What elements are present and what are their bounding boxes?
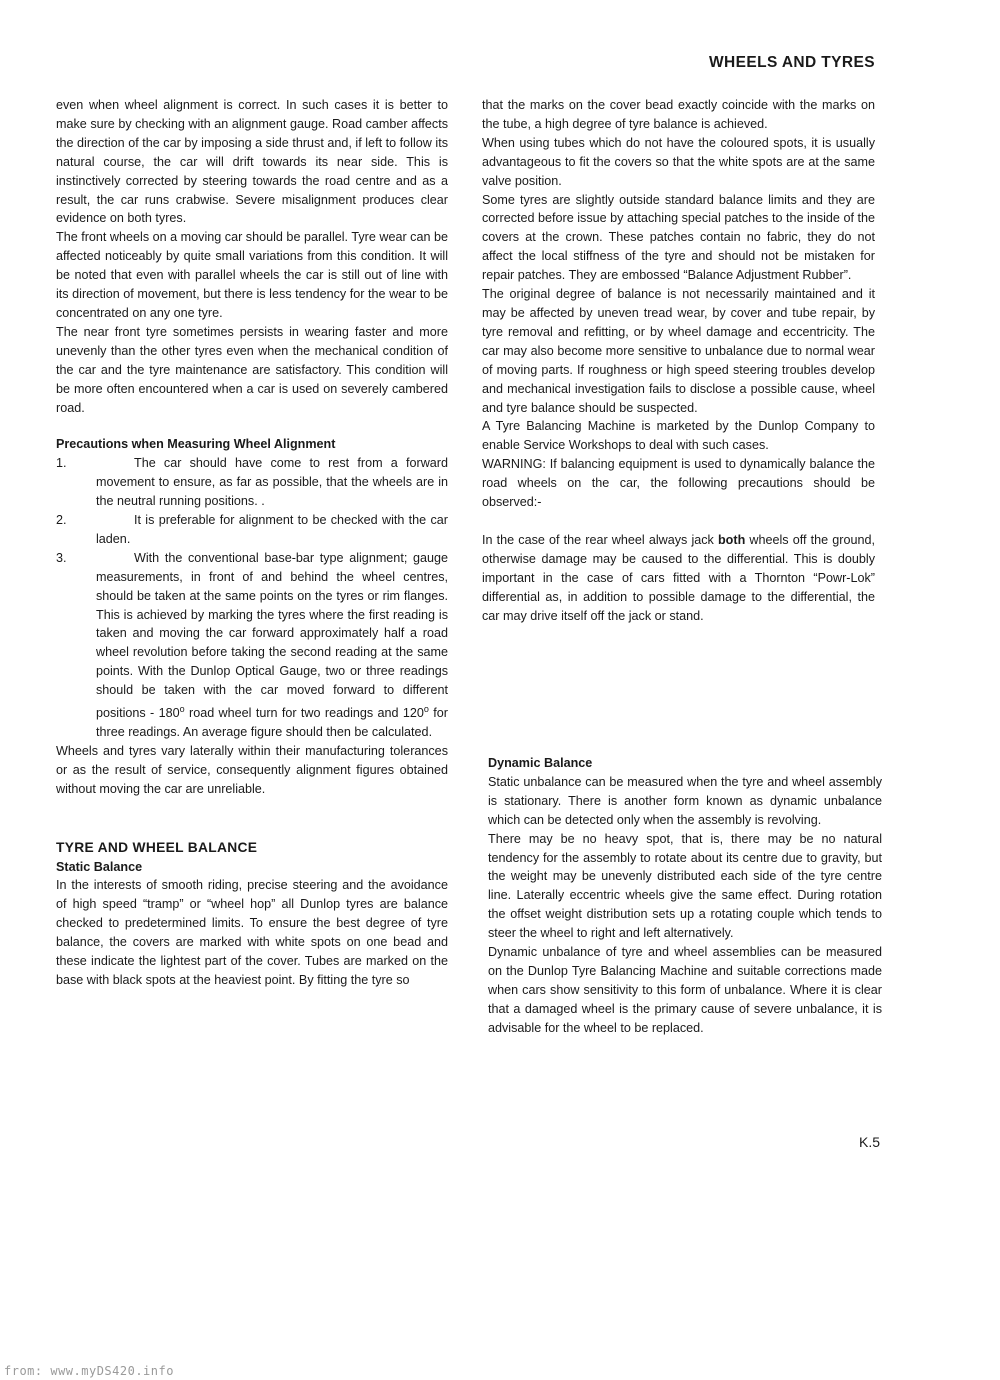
static-balance-heading: Static Balance: [56, 859, 143, 874]
text-run: wheels off the ground, otherwise damage may be caused to the differential. This is doubly important in the case of cars fitted with a Thornton “Powr-Lok” differential as, in addition to possible damage to the differential, the car may drive itself off the jack or stand.: [482, 532, 875, 623]
paragraph: [482, 531, 875, 626]
paragraph: Wheels and tyres vary laterally within their manufacturing tolerances or as the result of service, consequently alignment figures obtained without moving the car are unreliable.: [56, 743, 448, 796]
page-header-title: WHEELS AND TYRES: [708, 54, 875, 71]
paragraph: Some tyres are slightly outside standard balance limits and they are corrected before issue by attaching special patches to the inside of the covers at the crown. These patches contain no fabric, they do not affect the local stiffness of the tyre and should not be mistaken for repair patches. They are embossed “Balance Adjustment Rubber”.: [482, 192, 875, 283]
emphasis-text: both: [717, 532, 746, 547]
page-number: K.5: [858, 1134, 880, 1150]
list-item-number: 2.: [56, 513, 67, 528]
warning-paragraph: WARNING: If balancing equipment is used to dynamically balance the road wheels on the car, the following precautions should be observed:-: [482, 457, 875, 510]
list-item-number: 1.: [56, 456, 67, 471]
text-run: In the case of the rear wheel always jack: [482, 532, 718, 547]
right-column-upper: [482, 96, 875, 625]
paragraph: When using tubes which do not have the coloured spots, it is usually advantageous to fit the covers so that the white spots are at the same valve position.: [482, 135, 875, 188]
precautions-list: [56, 454, 448, 742]
precautions-heading: Precautions when Measuring Wheel Alignment: [56, 437, 336, 452]
source-watermark: from: www.myDS420.info: [4, 1364, 174, 1378]
paragraph: even when wheel alignment is correct. In such cases it is better to make sure by checking with an alignment gauge. Road camber affects the direction of the car by imposing a side thrust and, if left to follow its natural course, the car will drift towards its near side. This is instinctively corrected by steering towards the road centre and as a result, the car runs crabwise. Severe misalignment produces clear evidence on both tyres.: [56, 98, 448, 226]
paragraph: The front wheels on a moving car should be parallel. Tyre wear can be affected noticeably by quite small variations from this condition. It will be noted that even with parallel wheels the car is still out of line with its direction of movement, but there is less tendency for the wear to be concentrated on any one tyre.: [56, 230, 448, 320]
spacer: [482, 512, 875, 531]
list-item-text: It is preferable for alignment to be checked with the car laden.: [96, 513, 448, 546]
list-item-number: 3.: [56, 550, 67, 565]
list-item: [56, 549, 448, 742]
list-item-text: for three readings. An average figure should then be calculated.: [96, 706, 448, 739]
paragraph: The near front tyre sometimes persists in wearing faster and more unevenly than the other tyres even when the mechanical condition of the car and the tyre maintenance are satisfactory. This condition will be more often encountered when a car is used on severely cambered road.: [56, 324, 448, 415]
paragraph: A Tyre Balancing Machine is marketed by the Dunlop Company to enable Service Workshops to deal with such cases.: [482, 419, 875, 453]
list-item: [56, 511, 448, 549]
left-column: [56, 96, 448, 990]
spacer: [56, 417, 448, 435]
list-item: 1. The car should have come to rest from a forward movement to ensure, as far as possible, that the wheels are in the neutral running positions. .: [56, 456, 448, 509]
dynamic-balance-heading: Dynamic Balance: [488, 756, 593, 770]
section-heading: TYRE AND WHEEL BALANCE: [56, 839, 258, 855]
list-item-text: With the conventional base-bar type alignment; gauge measurements, in front of and behind the wheel centres, should be taken at the same points on the tyres or rim flanges. This is achieved by marking the tyres where the first reading is taken and moving the car forward approximately half a road wheel revolution before taking the second reading at the same points. With the Dunlop Optical Gauge, two or three readings should be taken with the car moved forward to different positions - 180: [96, 550, 448, 721]
paragraph: The original degree of balance is not necessarily maintained and it may be affected by uneven tread wear, by cover and tube repair, by tyre removal and refitting, or by wheel damage and eccentricity. The car may also become more sensitive to unbalance due to normal wear of moving parts. If roughness or high speed steering troubles develop and mechanical investigation fails to disclose a possible cause, wheel and tyre balance should be suspected.: [482, 287, 875, 415]
degree-symbol: o: [423, 704, 429, 715]
right-column-lower: [488, 754, 882, 1038]
paragraph: There may be no heavy spot, that is, there may be no natural tendency for the assembly to rotate about its centre due to gravity, but the weight may be unevenly distributed each side of the tyre centre line. Laterally eccentric wheels give the same effect. During rotation the offset weight distribution sets up a rotating couple which tends to steer the wheel to right and left alternatively.: [488, 831, 882, 941]
paragraph: In the interests of smooth riding, precise steering and the avoidance of high speed “tramp” or “wheel hop” all Dunlop tyres are balance checked to predetermined limits. To ensure the best degree of tyre balance, the covers are marked with white spots on one bead and these indicate the lightest part of the cover. Tubes are marked on the base with black spots at the heaviest point. By fitting the tyre so: [56, 878, 448, 987]
list-item-text: The car should have come to rest from a forward movement to ensure, as far as possible, that the wheels are in the neutral running positions.: [96, 456, 448, 509]
paragraph: Dynamic unbalance of tyre and wheel assemblies can be measured on the Dunlop Tyre Balancing Machine and suitable corrections made when cars show sensitivity to this form of unbalance. Where it is clear that a damaged wheel is the primary cause of severe unbalance, it is advisable for the wheel to be replaced.: [488, 945, 882, 1035]
paragraph: that the marks on the cover bead exactly coincide with the marks on the tube, a high degree of tyre balance is achieved.: [482, 98, 875, 131]
spacer: [56, 799, 448, 839]
list-item-text: road wheel turn for two readings and 120: [184, 706, 424, 721]
paragraph: Static unbalance can be measured when the tyre and wheel assembly is stationary. There is another form known as dynamic unbalance which can be detected only when the assembly is revolving.: [488, 774, 882, 827]
degree-symbol: o: [179, 704, 185, 715]
